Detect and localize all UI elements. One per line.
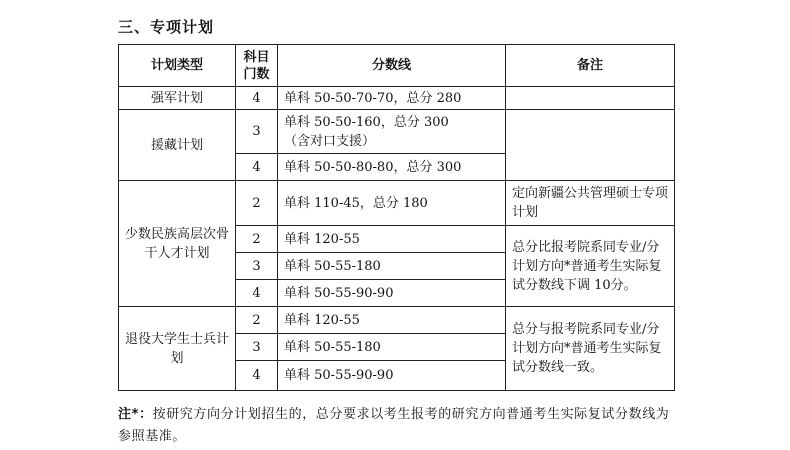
subject-count-cell: 4 [236,361,278,391]
subject-count-cell: 3 [236,334,278,361]
score-line-cell [278,110,506,154]
header-subject-count-line1: 科目 [243,49,270,65]
subject-count-cell: 3 [236,110,278,154]
note-cell [506,110,675,181]
note-cell: 定向新疆公共管理硕士专项计划 [506,181,675,226]
score-line-cell: 单科 50-50-70-70，总分 280 [278,87,506,110]
score-line-cell: 单科 50-55-180 [278,334,506,361]
footnote [118,404,678,448]
table-header-row [119,45,675,87]
header-note: 备注 [506,45,675,87]
score-line-subtext: （含对口支援） [284,133,376,149]
score-line-cell: 单科 120-55 [278,307,506,334]
table-row [119,181,675,226]
score-line-cell: 单科 50-55-90-90 [278,361,506,391]
subject-count-cell: 2 [236,181,278,226]
footnote-label: 注*： [118,407,153,422]
score-line-cell: 单科 110-45，总分 180 [278,181,506,226]
score-line-text: 单科 50-50-160，总分 300 [284,114,449,130]
subject-count-cell: 4 [236,154,278,181]
table-row [119,307,675,334]
score-line-cell: 单科 50-50-80-80，总分 300 [278,154,506,181]
note-cell: 总分与报考院系同专业/分计划方向*普通考生实际复试分数线一致。 [506,307,675,391]
section-title: 三、专项计划 [118,18,215,36]
score-line-cell: 单科 50-55-90-90 [278,280,506,307]
footnote-text: 按研究方向分计划招生的，总分要求以考生报考的研究方向普通考生实际复试分数线为参照基准。 [118,407,670,444]
plan-type-cell: 少数民族高层次骨干人才计划 [119,181,236,307]
header-subject-count-line2: 门数 [243,66,270,82]
subject-count-cell: 4 [236,87,278,110]
subject-count-cell: 2 [236,226,278,253]
plan-type-cell: 强军计划 [119,87,236,110]
subject-count-cell: 4 [236,280,278,307]
table-row [119,110,675,154]
score-line-cell: 单科 120-55 [278,226,506,253]
note-cell: 总分比报考院系同专业/分计划方向*普通考生实际复试分数线下调 10分。 [506,226,675,307]
header-subject-count [236,45,278,87]
special-plan-table [118,44,675,391]
score-line-cell: 单科 50-55-180 [278,253,506,280]
header-plan-type: 计划类型 [119,45,236,87]
plan-type-cell: 援藏计划 [119,110,236,181]
plan-type-cell: 退役大学生士兵计划 [119,307,236,391]
note-cell [506,87,675,110]
subject-count-cell: 2 [236,307,278,334]
table-row [119,87,675,110]
subject-count-cell: 3 [236,253,278,280]
header-score-line: 分数线 [278,45,506,87]
